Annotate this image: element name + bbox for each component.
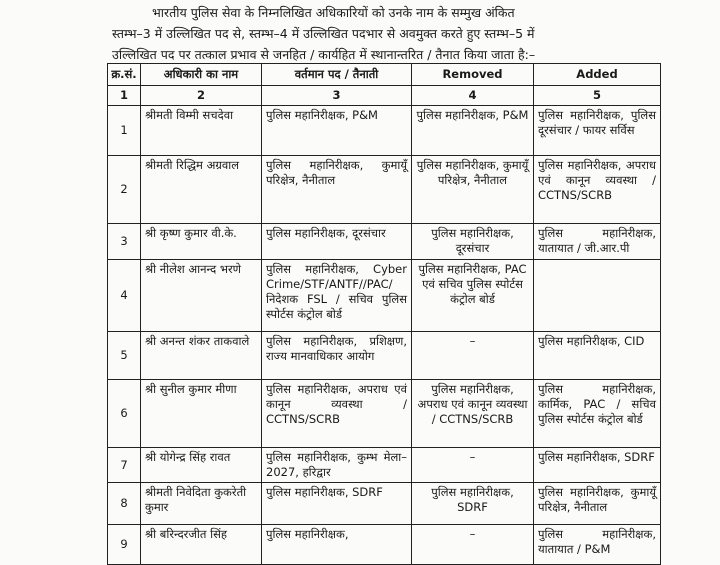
cell-officer-name: श्री बरिन्दरजीत सिंह (141, 525, 262, 565)
cell-removed: पुलिस महानिरीक्षक, SDRF (412, 483, 534, 525)
cell-officer-name: श्री कृष्ण कुमार वी.के. (141, 224, 262, 260)
cell-added: पुलिस महानिरीक्षक, SDRF (534, 448, 661, 483)
intro-line-1: भारतीय पुलिस सेवा के निम्नलिखित अधिकारियों को उनके नाम के सम्मुख अंकित (152, 5, 515, 20)
intro-paragraph (112, 2, 672, 65)
cell-sno: 7 (108, 448, 141, 483)
cell-removed: पुलिस महानिरीक्षक, कुमायूँ परिक्षेत्र, नैनीताल (412, 156, 534, 224)
table-row (108, 525, 661, 565)
cell-current-post: पुलिस महानिरीक्षक, Cyber Crime/STF/ANTF//PAC/ निदेशक FSL / सचिव पुलिस स्पोर्टस कंट्रोल बोर्ड (262, 260, 412, 332)
table-row (108, 106, 661, 156)
cell-sno: 5 (108, 332, 141, 380)
transfer-table (107, 63, 661, 565)
header-name: अधिकारी का नाम (141, 64, 262, 86)
table-row (108, 224, 661, 260)
cell-officer-name: श्रीमती निवेदिता कुकरेती कुमार (141, 483, 262, 525)
cell-current-post: पुलिस महानिरीक्षक, P&M (262, 106, 412, 156)
cell-added: पुलिस महानिरीक्षक, अपराध एवं कानून व्यवस्था / CCTNS/SCRB (534, 156, 661, 224)
col-number: 5 (534, 86, 661, 106)
cell-officer-name: श्री अनन्त शंकर ताकवाले (141, 332, 262, 380)
cell-sno: 9 (108, 525, 141, 565)
header-added: Added (534, 64, 661, 86)
cell-officer-name: श्री नीलेश आनन्द भरणे (141, 260, 262, 332)
cell-officer-name: श्रीमती विम्मी सचदेवा (141, 106, 262, 156)
cell-current-post: पुलिस महानिरीक्षक, SDRF (262, 483, 412, 525)
cell-officer-name: श्रीमती रिद्धिम अग्रवाल (141, 156, 262, 224)
cell-added: पुलिस महानिरीक्षक, यातायात / P&M (534, 525, 661, 565)
intro-line-3: उल्लिखित पद पर तत्काल प्रभाव से जनहित / कार्यहित में स्थानान्तरित / तैनात किया जाता है:– (112, 47, 536, 62)
cell-sno: 3 (108, 224, 141, 260)
cell-current-post: पुलिस महानिरीक्षक, दूरसंचार (262, 224, 412, 260)
table-row (108, 260, 661, 332)
cell-removed: पुलिस महानिरीक्षक, P&M (412, 106, 534, 156)
cell-current-post: पुलिस महानिरीक्षक, अपराध एवं कानून व्यवस्था / CCTNS/SCRB (262, 380, 412, 448)
cell-added: पुलिस महानिरीक्षक, CID (534, 332, 661, 380)
cell-removed: – (412, 525, 534, 565)
col-number: 4 (412, 86, 534, 106)
cell-sno: 4 (108, 260, 141, 332)
cell-removed: पुलिस महानिरीक्षक, दूरसंचार (412, 224, 534, 260)
header-current-post: वर्तमान पद / तैनाती (262, 64, 412, 86)
table-row (108, 483, 661, 525)
column-number-row (108, 86, 661, 106)
col-number: 2 (141, 86, 262, 106)
cell-removed: – (412, 332, 534, 380)
cell-removed: – (412, 448, 534, 483)
cell-sno: 2 (108, 156, 141, 224)
cell-sno: 6 (108, 380, 141, 448)
cell-added (534, 260, 661, 332)
cell-removed: पुलिस महानिरीक्षक, अपराध एवं कानून व्यवस्था / CCTNS/SCRB (412, 380, 534, 448)
cell-added: पुलिस महानिरीक्षक, पुलिस दूरसंचार / फायर सर्विस (534, 106, 661, 156)
header-sno: क्र.सं. (108, 64, 141, 86)
cell-sno: 1 (108, 106, 141, 156)
header-row (108, 64, 661, 86)
cell-added: पुलिस महानिरीक्षक, कार्मिक, PAC / सचिव पुलिस स्पोर्टस कंट्रोल बोर्ड (534, 380, 661, 448)
col-number: 3 (262, 86, 412, 106)
table-body (108, 106, 661, 565)
table-row (108, 448, 661, 483)
cell-added: पुलिस महानिरीक्षक, कुमायूँ परिक्षेत्र, नैनीताल (534, 483, 661, 525)
table-row (108, 380, 661, 448)
cell-officer-name: श्री सुनील कुमार मीणा (141, 380, 262, 448)
table-row (108, 156, 661, 224)
cell-current-post: पुलिस महानिरीक्षक, (262, 525, 412, 565)
header-removed: Removed (412, 64, 534, 86)
cell-current-post: पुलिस महानिरीक्षक, कुमायूँ परिक्षेत्र, नैनीताल (262, 156, 412, 224)
cell-current-post: पुलिस महानिरीक्षक, प्रशिक्षण, राज्य मानवाधिकार आयोग (262, 332, 412, 380)
cell-removed: पुलिस महानिरीक्षक, PAC एवं सचिव पुलिस स्पोर्टस कंट्रोल बोर्ड (412, 260, 534, 332)
table-row (108, 332, 661, 380)
cell-current-post: पुलिस महानिरीक्षक, कुम्भ मेला–2027, हरिद्वार (262, 448, 412, 483)
cell-officer-name: श्री योगेन्द्र सिंह रावत (141, 448, 262, 483)
cell-sno: 8 (108, 483, 141, 525)
cell-added: पुलिस महानिरीक्षक, यातायात / जी.आर.पी (534, 224, 661, 260)
col-number: 1 (108, 86, 141, 106)
intro-line-2: स्तम्भ–3 में उल्लिखित पद से, स्तम्भ–4 में उल्लिखित पदभार से अवमुक्त करते हुए स्तम्भ–5 में (112, 26, 535, 41)
